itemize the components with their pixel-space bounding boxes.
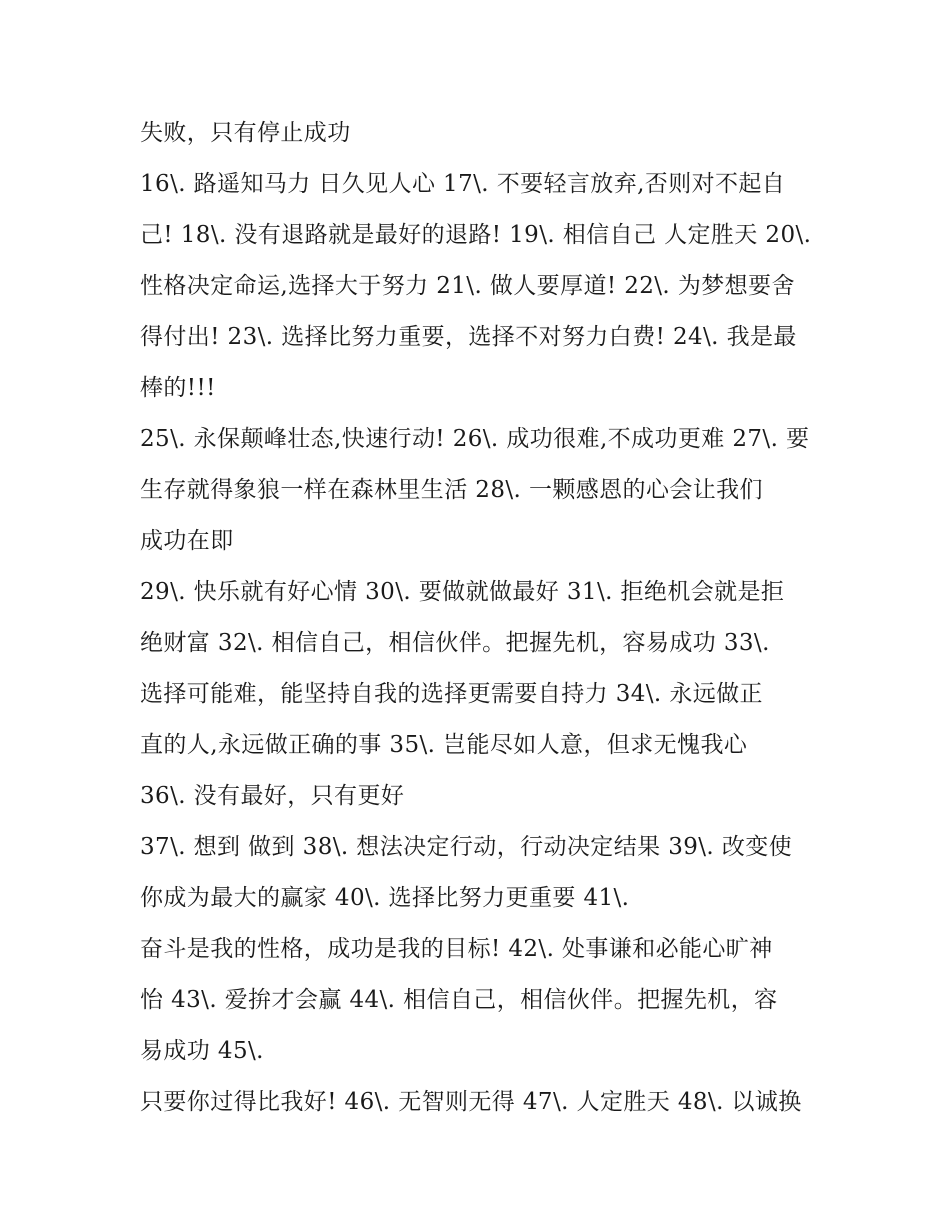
text-line: 奋斗是我的性格，成功是我的目标! 42\. 处事谦和必能心旷神 xyxy=(140,936,773,962)
text-line: 29\. 快乐就有好心情 30\. 要做就做最好 31\. 拒绝机会就是拒 xyxy=(140,579,785,605)
text-line: 25\. 永保颠峰壮态,快速行动! 26\. 成功很难,不成功更难 27\. 要 xyxy=(140,426,810,452)
text-line: 怡 43\. 爱拚才会赢 44\. 相信自己，相信伙伴。把握先机，容 xyxy=(140,987,778,1013)
text-line: 37\. 想到 做到 38\. 想法决定行动，行动决定结果 39\. 改变使 xyxy=(140,834,793,860)
text-line: 己! 18\. 没有退路就是最好的退路! 19\. 相信自己 人定胜天 20\. xyxy=(140,222,812,248)
text-line: 易成功 45\. xyxy=(140,1038,264,1064)
text-line: 得付出! 23\. 选择比努力重要，选择不对努力白费! 24\. 我是最 xyxy=(140,324,797,350)
text-line: 棒的!!! xyxy=(140,375,216,401)
text-line: 生存就得象狼一样在森林里生活 28\. 一颗感恩的心会让我们 xyxy=(140,477,763,503)
text-line: 绝财富 32\. 相信自己，相信伙伴。把握先机，容易成功 33\. xyxy=(140,630,770,656)
body-text xyxy=(140,108,820,1128)
text-line: 直的人,永远做正确的事 35\. 岂能尽如人意，但求无愧我心 xyxy=(140,732,748,758)
text-line: 成功在即 xyxy=(140,528,234,554)
text-line: 你成为最大的赢家 40\. 选择比努力更重要 41\. xyxy=(140,885,630,911)
text-line: 36\. 没有最好，只有更好 xyxy=(140,783,405,809)
text-line: 失败，只有停止成功 xyxy=(140,120,351,146)
text-line: 16\. 路遥知马力 日久见人心 17\. 不要轻言放弃,否则对不起自 xyxy=(140,171,786,197)
text-line: 只要你过得比我好! 46\. 无智则无得 47\. 人定胜天 48\. 以诚换 xyxy=(140,1089,802,1115)
text-line: 选择可能难，能坚持自我的选择更需要自持力 34\. 永远做正 xyxy=(140,681,763,707)
text-line: 性格决定命运,选择大于努力 21\. 做人要厚道! 22\. 为梦想要舍 xyxy=(140,273,795,299)
